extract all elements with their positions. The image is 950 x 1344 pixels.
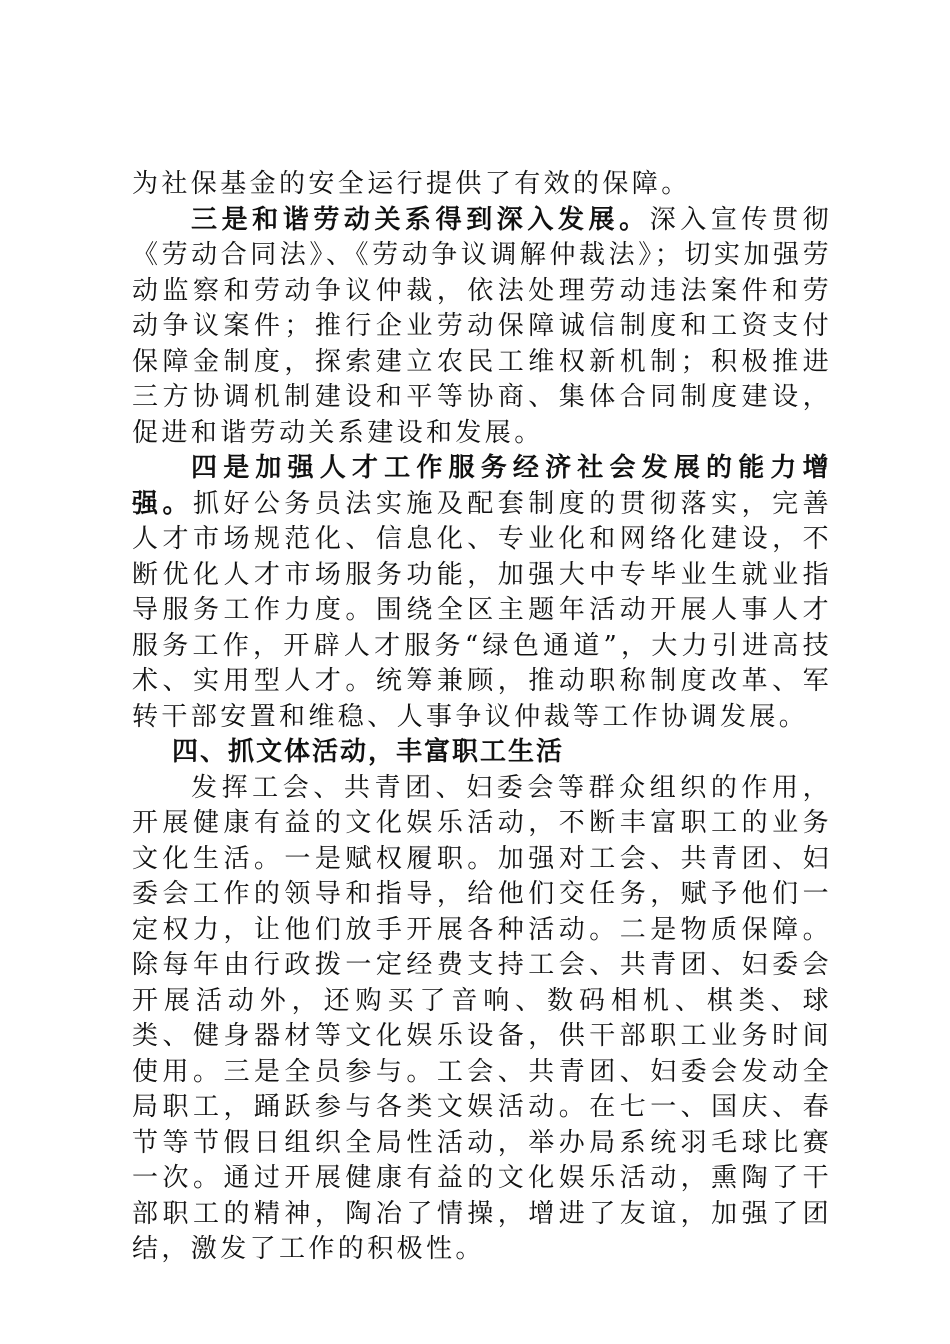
paragraph-culture-sports: 发挥工会、共青团、妇委会等群众组织的作用，开展健康有益的文化娱乐活动，不断丰富职工的业务文化生活。一是赋权履职。加强对工会、共青团、妇委会工作的领导和指导，给他们交任务，赋予他们一定权力，让他们放手开展各种活动。二是物质保障。除每年由行政拨一定经费支持工会、共青团、妇委会开展活动外，还购买了音响、数码相机、棋类、球类、健身器材等文化娱乐设备，供干部职工业务时间使用。三是全员参与。工会、共青团、妇委会发动全局职工，踊跃参与各类文娱活动。在七一、国庆、春节等节假日组织全局性活动，举办局系统羽毛球比赛一次。通过开展健康有益的文化娱乐活动，熏陶了干部职工的精神，陶冶了情操，增进了友谊，加强了团结，激发了工作的积极性。: [132, 772, 832, 1264]
section-heading: 四、抓文体活动，丰富职工生活: [172, 737, 565, 767]
paragraph-labor-relations: [132, 203, 832, 452]
paragraph-body-talent-work: 抓好公务员法实施及配套制度的贯彻落实，完善人才市场规范化、信息化、专业化和网络化建设，不断优化人才市场服务功能，加强大中专毕业生就业指导服务工作力度。围绕全区主题年活动开展人事人才服务工作，开辟人才服务“绿色通道”，大力引进高技术、实用型人才。统筹兼顾，推动职称制度改革、军转干部安置和维稳、人事争议仲裁等工作协调发展。: [132, 488, 832, 732]
paragraph-continuation: 为社保基金的安全运行提供了有效的保障。: [132, 169, 691, 199]
paragraph-body-labor-relations: 深入宣传贯彻《劳动合同法》、《劳动争议调解仲裁法》；切实加强劳动监察和劳动争议仲裁，依法处理劳动违法案件和劳动争议案件；推行企业劳动保障诚信制度和工资支付保障金制度，探索建立农民工维权新机制；积极推进三方协调机制建设和平等协商、集体合同制度建设，促进和谐劳动关系建设和发展。: [132, 204, 832, 448]
paragraph-talent-work: [132, 451, 832, 735]
document-body: [132, 167, 832, 1268]
paragraph-lead-talent-work: 四是加强人才工作服务经济社会发展的能力增强。: [132, 453, 832, 519]
paragraph-lead-labor-relations: 三是和谐劳动关系得到深入发展。: [191, 204, 650, 235]
